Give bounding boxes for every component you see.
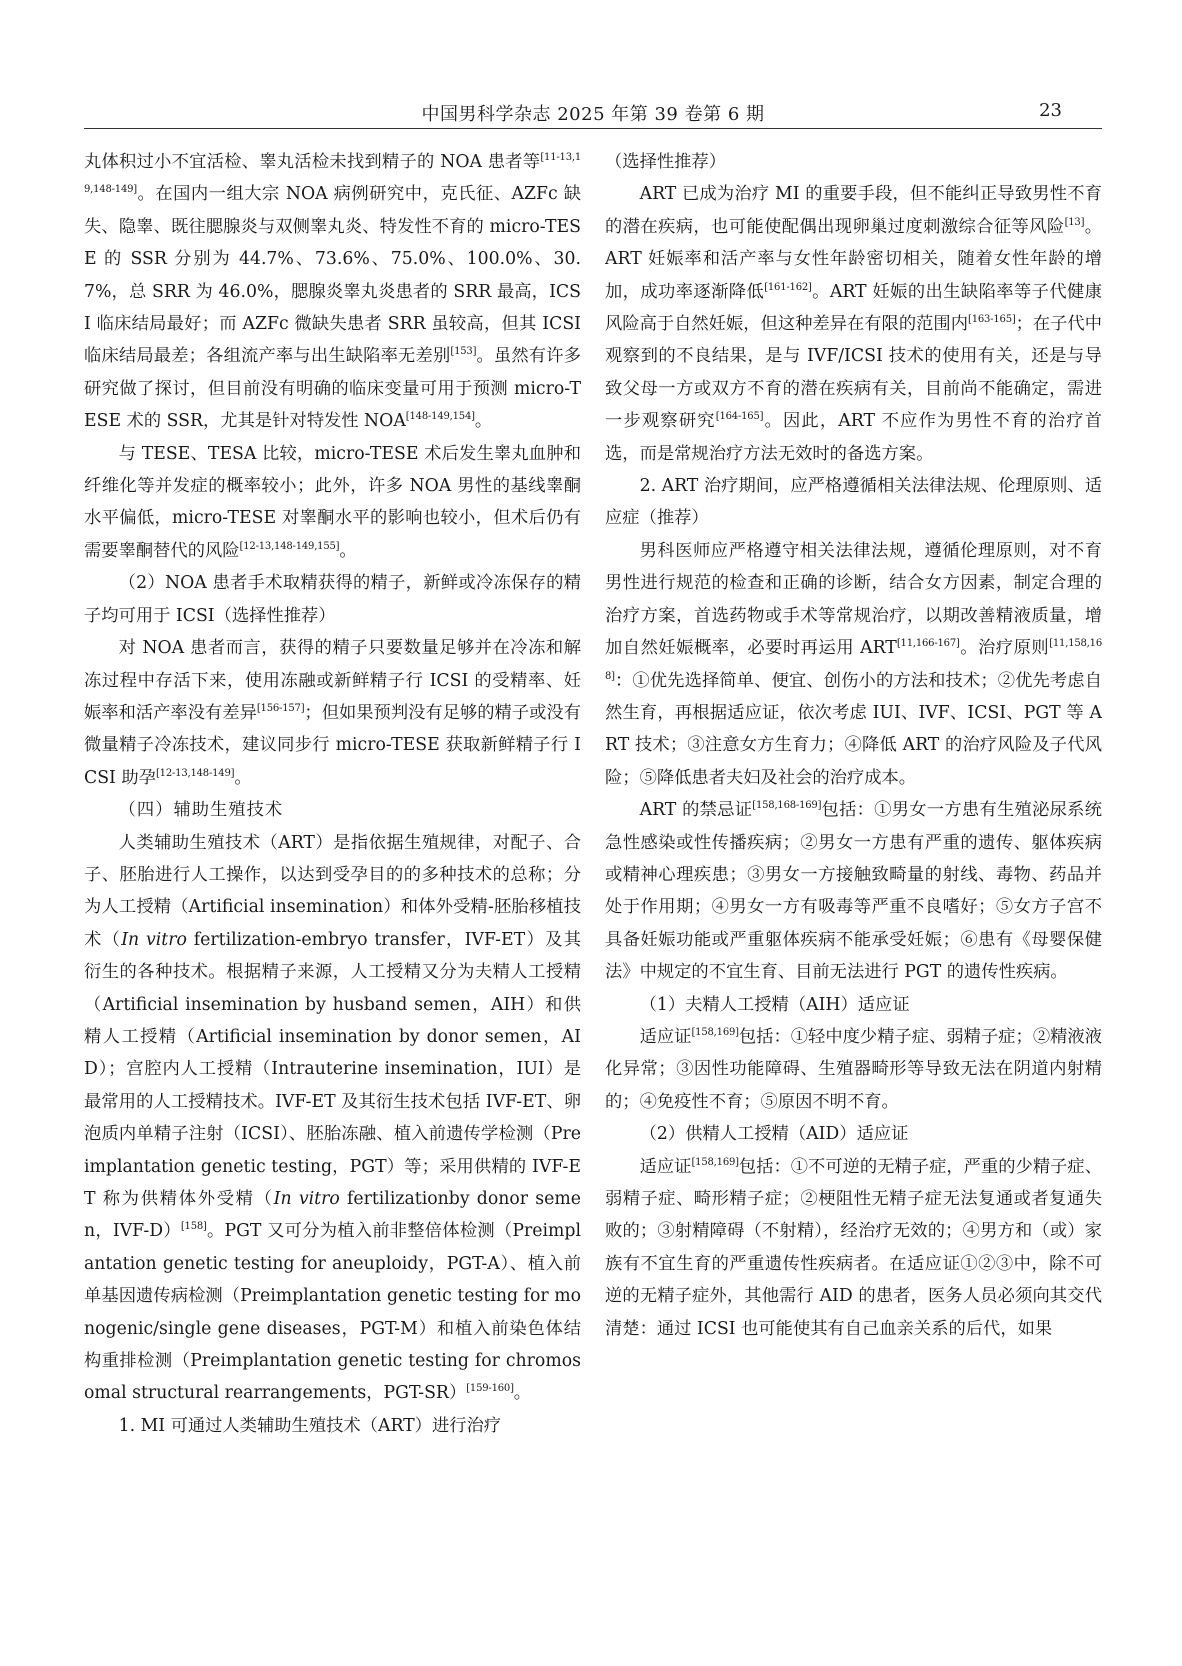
paragraph: [605, 1021, 1102, 1118]
paragraph: [84, 827, 581, 1410]
journal-title: 中国男科学杂志 2025 年第 39 卷第 6 期: [421, 104, 765, 125]
right-column: [605, 146, 1102, 1626]
citation: [163-165]: [968, 314, 1016, 326]
text-run: ；但如果预判没有足够的精子或没有微量精子冷冻技术，建议同步行 micro-TESE 获取新鲜精子行 ICSI 助孕: [84, 702, 581, 788]
text-run: 。因此，ART 不应作为男性不育的治疗首选，而是常规治疗方法无效时的备选方案。: [605, 411, 1102, 464]
citation: [11,166-167]: [896, 638, 960, 650]
citation: [158,169]: [691, 1026, 739, 1038]
paragraph: [605, 794, 1102, 988]
text-run: 包括：①不可逆的无精子症，严重的少精子症、弱精子症、畸形精子症；②梗阻性无精子症无法复通或者复通失败的；③射精障碍（不射精），经治疗无效的；④男方和（或）家族有不宜生育的严重遗传性疾病者。在适应证①②③中，除不可逆的无精子症外，其他需行 AID 的患者，医务人员必须向其交代清楚：通过 ICSI 也可能使其有自己血亲关系的后代，如果: [605, 1156, 1102, 1339]
text-run: 对 NOA 患者而言，获得的精子只要数量足够并在冷冻和解冻过程中存活下来，使用冻融或新鲜精子行 ICSI 的受精率、妊娠率和活产率没有差异: [84, 638, 581, 723]
text-run: 适应证: [639, 1156, 692, 1177]
subsection-heading: （1）夫精人工授精（AIH）适应证: [639, 994, 910, 1015]
citation: [159-160]: [466, 1383, 514, 1395]
citation: [161-162]: [764, 281, 812, 293]
text-run: 人类辅助生殖技术（ART）是指依据生殖规律，对配子、合子、胚胎进行人工操作，以达到受孕目的的多种技术的总称；分为人工授精（Artificial insemination）和体外受精-胚胎移植技术（: [84, 832, 581, 950]
citation: [158,168-169]: [752, 800, 822, 812]
left-column: [84, 146, 581, 1626]
citation: [156-157]: [256, 702, 305, 714]
citation: [158]: [180, 1221, 207, 1233]
text-run: ART 的禁忌证: [639, 800, 753, 821]
paragraph: [605, 178, 1102, 470]
text-run: ：①优先选择简单、便宜、创伤小的方法和技术；②优先考虑自然生育，再根据适应证，依次考虑 IUI、IVF、ICSI、PGT 等 ART 技术；③注意女方生育力；④降低 ART 的治疗风险及子代风险；⑤降低患者夫妇及社会的治疗成本。: [605, 670, 1102, 788]
text-run: 丸体积过小不宜活检、睾丸活检未找到精子的 NOA 患者等: [84, 152, 541, 172]
text-run: fertilization-embryo transfer，IVF-ET）及其衍生的各种技术。根据精子来源，人工授精又分为夫精人工授精（Artificial insemination by husband semen，AIH）和供精人工授精（Artificial insemination by donor semen，AID）；宫腔内人工授精（Intrauterine insemination，IUI）是最常用的人工授精技术。IVF-ET 及其衍生技术包括 IVF-ET、卵泡质内单精子注射（ICSI）、胚胎冻融、植入前遗传学检测（Preimplantation genetic testing，PGT）等；采用供精的 IVF-ET 称为供精体外受精（: [84, 929, 581, 1209]
subsection-heading: （2）供精人工授精（AID）适应证: [639, 1124, 909, 1145]
text-run: 与 TESE、TESA 比较，micro-TESE 术后发生睾丸血肿和纤维化等并发症的概率较小；此外，许多 NOA 男性的基线睾酮水平偏低，micro-TESE 对睾酮水平的影响也较小，但术后仍有需要睾酮替代的风险: [84, 443, 581, 561]
text-run: 。治疗原则: [959, 638, 1050, 659]
text-run: 。PGT 又可分为植入前非整倍体检测（Preimplantation genetic testing for aneuploidy，PGT-A）、植入前单基因遗传病检测（Preimplantation genetic testing for monogenic/single gene diseases，PGT-M）和植入前染色体结构重排检测（Preimplantation genetic testing for chromosomal structural rearrangements，PGT-SR）: [84, 1221, 581, 1404]
text-run: ART 已成为治疗 MI 的重要手段，但不能纠正导致男性不育的潜在疾病，也可能使配偶出现卵巢过度刺激综合征等风险: [605, 184, 1102, 237]
text-run: ；在子代中观察到的不良结果，是与 IVF/ICSI 技术的使用有关，还是与导致父母一方或双方不育的潜在疾病有关，目前尚不能确定，需进一步观察研究: [605, 314, 1102, 432]
section-heading: （四）辅助生殖技术: [118, 800, 284, 821]
citation: [11-13,19,148-149]: [84, 152, 581, 196]
subsection-heading: 1. MI 可通过人类辅助生殖技术（ART）进行治疗: [118, 1415, 502, 1436]
citation: [13]: [1064, 216, 1085, 228]
citation: [12-13,148-149]: [155, 767, 235, 779]
citation: [158,169]: [691, 1156, 739, 1168]
italic-term: In vitro: [121, 929, 187, 950]
text-run: 。: [513, 1383, 532, 1404]
paragraph: [605, 1151, 1102, 1345]
paragraph: [605, 535, 1102, 794]
citation: [148-149,154]: [405, 411, 475, 423]
text-run: 。在国内一组大宗 NOA 病例研究中，克氏征、AZFc 缺失、隐睾、既往腮腺炎与双侧睾丸炎、特发性不育的 micro-TESE 的 SSR 分别为 44.7%、73.6%、75.0%、100.0%、30.7%，总 SRR 为 46.0%，腮腺炎睾丸炎患者的 SRR 最高，ICSI 临床结局最好；而 AZFc 微缺失患者 SRR 虽较高，但其 ICSI 临床结局最差；各组流产率与出生缺陷率无差别: [84, 184, 581, 367]
text-run: 适应证: [639, 1026, 692, 1047]
citation: [12-13,148-149,155]: [239, 540, 340, 552]
paragraph: [84, 438, 581, 568]
paragraph: [84, 632, 581, 794]
paragraph: [84, 146, 581, 438]
subsection-heading: （2）NOA 患者手术取精获得的精子，新鲜或冷冻保存的精子均可用于 ICSI（选择性推荐）: [84, 573, 581, 626]
text-run: 。: [339, 540, 357, 561]
text-run: 包括：①轻中度少精子症、弱精子症；②精液液化异常；③因性功能障碍、生殖器畸形等导致无法在阴道内射精的；④免疫性不育；⑤原因不明不育。: [605, 1026, 1102, 1112]
page-header: [84, 92, 1102, 129]
text-run: 男科医师应严格遵守相关法律法规，遵循伦理原则，对不育男性进行规范的检查和正确的诊断，结合女方因素，制定合理的治疗方案，首选药物或手术等常规治疗，以期改善精液质量，增加自然妊娠概率，必要时再运用 ART: [605, 540, 1102, 659]
text-run: 。: [234, 767, 252, 788]
italic-term: In vitro: [273, 1189, 340, 1209]
citation: [153]: [450, 346, 477, 358]
text-run: 。虽然有许多研究做了探讨，但目前没有明确的临床变量可用于预测 micro-TESE 术的 SSR，尤其是针对特发性 NOA: [84, 346, 581, 432]
citation: [164-165]: [715, 411, 764, 423]
subsection-heading: 2. ART 治疗期间，应严格遵循相关法律法规、伦理原则、适应症（推荐）: [605, 476, 1102, 529]
paragraph: （选择性推荐）: [605, 152, 726, 172]
text-run: 。ART 妊娠率和活产率与女性年龄密切相关，随着女性年龄的增加，成功率逐渐降低: [605, 216, 1102, 302]
text-run: 。ART 妊娠的出生缺陷率等子代健康风险高于自然妊娠，但这种差异在有限的范围内: [605, 281, 1102, 335]
text-run: 包括：①男女一方患有生殖泌尿系统急性感染或性传播疾病；②男女一方患有严重的遗传、躯体疾病或精神心理疾患；③男女一方接触致畸量的射线、毒物、药品并处于作用期；④男女一方有吸毒等严重不良嗜好；⑤女方子宫不具备妊娠功能或严重躯体疾病不能承受妊娠；⑥患有《母婴保健法》中规定的不宜生育、目前无法进行 PGT 的遗传性疾病。: [605, 800, 1102, 983]
citation: [11,158,168]: [605, 638, 1102, 682]
page-number: 23: [1039, 100, 1062, 121]
text-run: 。: [474, 411, 493, 432]
text-run: fertilizationby donor semen，IVF-D）: [84, 1189, 581, 1242]
